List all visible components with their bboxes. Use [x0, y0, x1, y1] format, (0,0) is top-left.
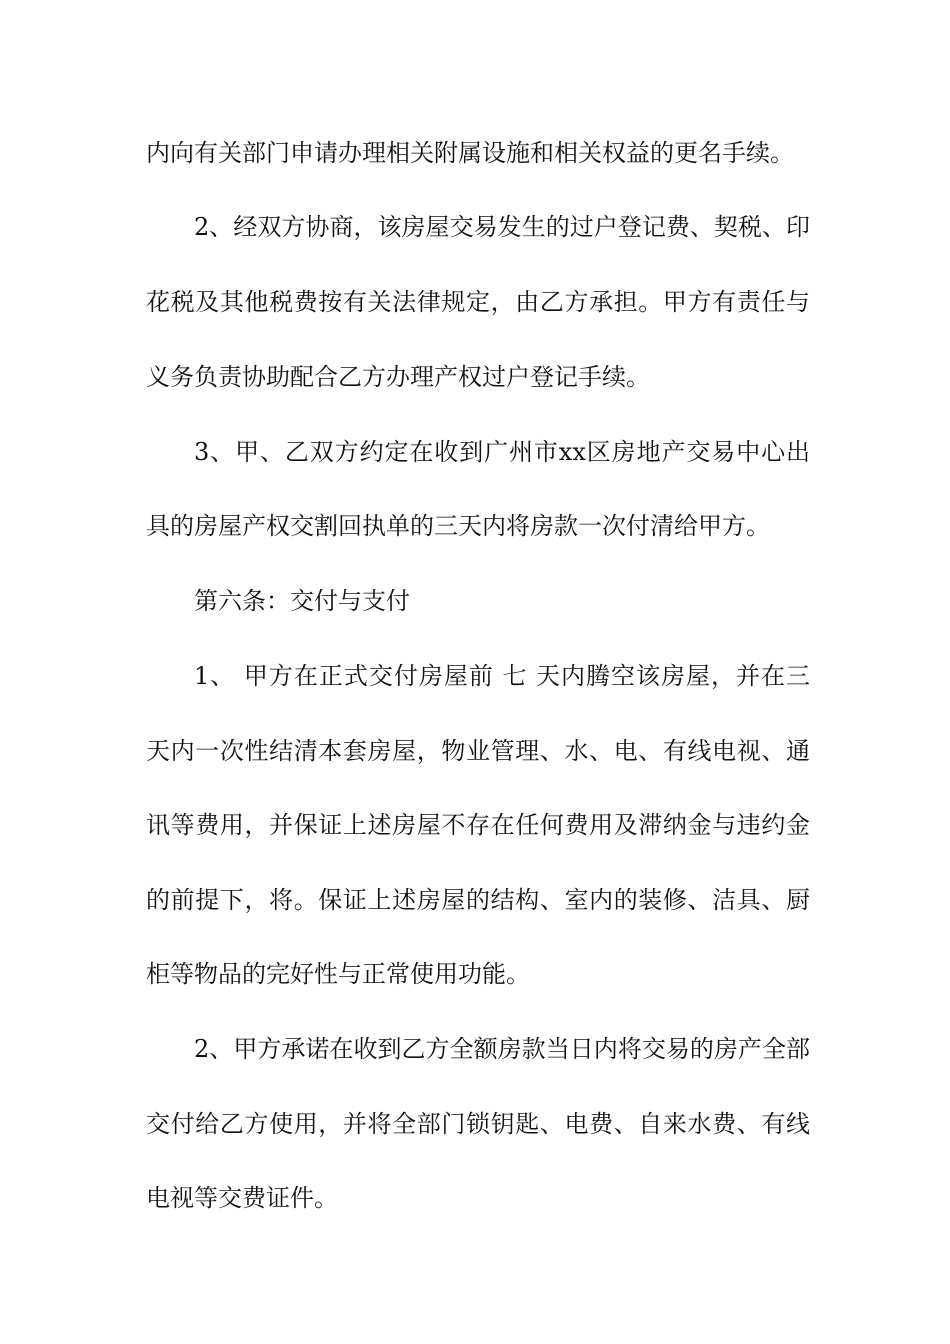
- text-line: 讯等费用，并保证上述房屋不存在任何费用及滞纳金与违约金: [146, 811, 810, 839]
- section-heading: 第六条：交付与支付: [194, 587, 410, 615]
- text-line: 1、 甲方在正式交付房屋前 七 天内腾空该房屋，并在三: [194, 662, 810, 690]
- text-line: 内向有关部门申请办理相关附属设施和相关权益的更名手续。: [146, 139, 794, 167]
- text-line: 的前提下，将。保证上述房屋的结构、室内的装修、洁具、厨: [146, 886, 810, 914]
- text-line: 交付给乙方使用，并将全部门锁钥匙、电费、自来水费、有线: [146, 1110, 810, 1138]
- text-line: 电视等交费证件。: [146, 1184, 338, 1212]
- text-line: 具的房屋产权交割回执单的三天内将房款一次付清给甲方。: [146, 512, 770, 540]
- text-line: 2、经双方协商，该房屋交易发生的过户登记费、契税、印: [194, 213, 810, 241]
- text-line: 义务负责协助配合乙方办理产权过户登记手续。: [146, 363, 650, 391]
- text-line: 3、甲、乙双方约定在收到广州市xx区房地产交易中心出: [194, 438, 810, 466]
- text-line: 2、甲方承诺在收到乙方全额房款当日内将交易的房产全部: [194, 1035, 810, 1063]
- text-line: 天内一次性结清本套房屋，物业管理、水、电、有线电视、通: [146, 737, 810, 765]
- text-line: 花税及其他税费按有关法律规定，由乙方承担。甲方有责任与: [146, 288, 810, 316]
- text-line: 柜等物品的完好性与正常使用功能。: [146, 960, 530, 988]
